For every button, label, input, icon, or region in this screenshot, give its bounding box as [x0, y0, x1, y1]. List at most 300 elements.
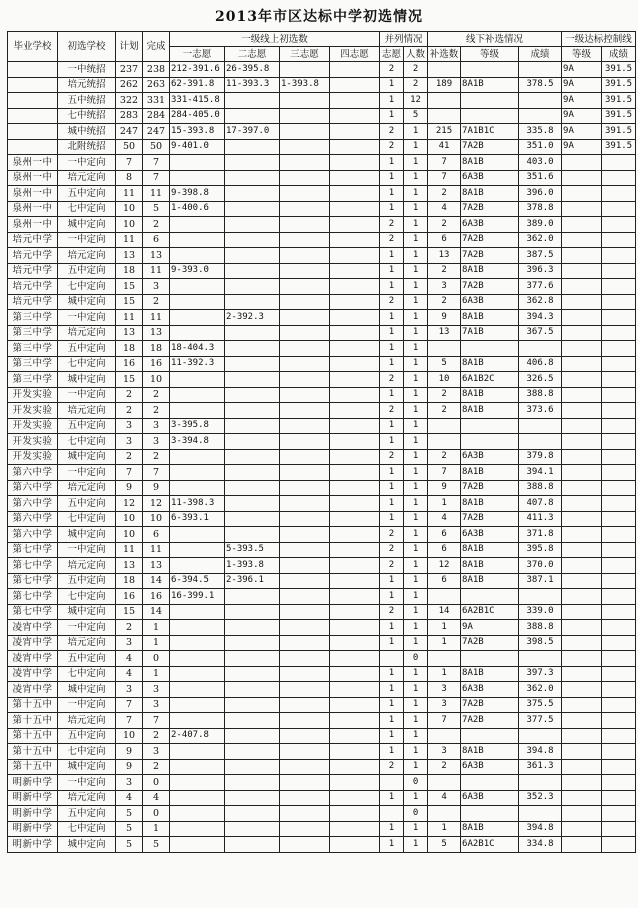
cell-wish4: [330, 294, 380, 310]
cell-plan: 10: [116, 217, 143, 233]
col-supp-count-header: 补选数: [428, 47, 461, 62]
cell-done: 2: [143, 449, 170, 465]
cell-tie-count: 1: [404, 201, 428, 217]
cell-wish1: 11-392.3: [170, 356, 225, 372]
cell-wish4: [330, 170, 380, 186]
cell-done: 3: [143, 434, 170, 450]
cell-supp-score: 362.0: [519, 682, 562, 698]
cell-ctrl-score: [602, 248, 636, 264]
table-row: [8, 108, 636, 124]
cell-done: 16: [143, 589, 170, 605]
cell-tie-count: 1: [404, 217, 428, 233]
cell-supp-score: [519, 728, 562, 744]
cell-school: 第三中学: [8, 372, 58, 388]
cell-tie-count: 1: [404, 821, 428, 837]
cell-supp-count: 9: [428, 480, 461, 496]
cell-school: 培元中学: [8, 294, 58, 310]
cell-wish1: [170, 403, 225, 419]
cell-wish2: [225, 356, 280, 372]
cell-tie-count: 1: [404, 542, 428, 558]
cell-plan: 4: [116, 651, 143, 667]
cell-ctrl-grade: 9A: [562, 93, 602, 109]
cell-ctrl-score: [602, 449, 636, 465]
cell-tie-wish: 1: [380, 108, 404, 124]
cell-tie-count: 1: [404, 744, 428, 760]
cell-initial-school: 五中定向: [58, 806, 116, 822]
cell-ctrl-grade: [562, 744, 602, 760]
cell-initial-school: 城中定向: [58, 449, 116, 465]
cell-supp-score: 361.3: [519, 759, 562, 775]
cell-wish4: [330, 186, 380, 202]
cell-supp-count: [428, 651, 461, 667]
cell-ctrl-score: [602, 790, 636, 806]
cell-wish3: [280, 666, 330, 682]
cell-ctrl-grade: [562, 775, 602, 791]
cell-ctrl-score: [602, 170, 636, 186]
cell-wish3: [280, 310, 330, 326]
cell-ctrl-score: [602, 806, 636, 822]
cell-ctrl-score: [602, 310, 636, 326]
cell-wish1: 6-393.1: [170, 511, 225, 527]
cell-supp-score: [519, 341, 562, 357]
cell-wish3: [280, 418, 330, 434]
cell-ctrl-score: 391.5: [602, 124, 636, 140]
cell-wish4: [330, 62, 380, 78]
cell-tie-wish: 1: [380, 170, 404, 186]
cell-done: 2: [143, 294, 170, 310]
cell-plan: 237: [116, 62, 143, 78]
cell-plan: 15: [116, 604, 143, 620]
cell-tie-count: 2: [404, 77, 428, 93]
table-row: [8, 186, 636, 202]
cell-ctrl-score: [602, 372, 636, 388]
cell-supp-score: 394.8: [519, 821, 562, 837]
cell-wish2: [225, 449, 280, 465]
cell-supp-count: 7: [428, 155, 461, 171]
cell-tie-count: 1: [404, 620, 428, 636]
cell-wish4: [330, 325, 380, 341]
cell-supp-count: 12: [428, 558, 461, 574]
cell-wish1: [170, 325, 225, 341]
cell-wish1: [170, 635, 225, 651]
cell-wish4: [330, 480, 380, 496]
cell-supp-score: 387.1: [519, 573, 562, 589]
col-supp-grade-header: 等级: [461, 47, 519, 62]
cell-wish3: [280, 170, 330, 186]
cell-tie-wish: 1: [380, 837, 404, 853]
cell-tie-wish: 2: [380, 449, 404, 465]
cell-plan: 10: [116, 511, 143, 527]
cell-wish1: [170, 310, 225, 326]
col-supp-score-header: 成绩: [519, 47, 562, 62]
cell-ctrl-score: [602, 155, 636, 171]
cell-ctrl-score: [602, 837, 636, 853]
cell-tie-wish: 1: [380, 635, 404, 651]
table-row: [8, 449, 636, 465]
cell-wish2: [225, 775, 280, 791]
cell-plan: 4: [116, 790, 143, 806]
cell-supp-grade: 7A2B: [461, 635, 519, 651]
cell-wish4: [330, 124, 380, 140]
cell-done: 2: [143, 728, 170, 744]
cell-supp-grade: 8A1B: [461, 77, 519, 93]
table-row: [8, 775, 636, 791]
table-row: [8, 511, 636, 527]
cell-supp-grade: 8A1B: [461, 263, 519, 279]
cell-plan: 13: [116, 558, 143, 574]
cell-tie-count: 1: [404, 604, 428, 620]
cell-wish3: [280, 387, 330, 403]
cell-supp-grade: 8A1B: [461, 465, 519, 481]
cell-wish2: [225, 465, 280, 481]
cell-plan: 247: [116, 124, 143, 140]
table-row: [8, 465, 636, 481]
cell-supp-count: 2: [428, 294, 461, 310]
cell-wish4: [330, 744, 380, 760]
table-row: [8, 325, 636, 341]
cell-ctrl-score: [602, 496, 636, 512]
cell-wish4: [330, 666, 380, 682]
table-row: [8, 558, 636, 574]
cell-wish2: [225, 713, 280, 729]
cell-wish1: 18-404.3: [170, 341, 225, 357]
cell-initial-school: 一中定向: [58, 387, 116, 403]
col-plan-header: 计划: [116, 32, 143, 62]
cell-tie-count: 1: [404, 325, 428, 341]
cell-wish4: [330, 604, 380, 620]
cell-done: 6: [143, 232, 170, 248]
col-tie-wish-header: 志愿: [380, 47, 404, 62]
cell-wish3: [280, 124, 330, 140]
cell-wish1: [170, 217, 225, 233]
cell-school: 凌宵中学: [8, 635, 58, 651]
cell-wish1: [170, 232, 225, 248]
cell-wish3: [280, 263, 330, 279]
cell-supp-grade: [461, 651, 519, 667]
cell-wish3: [280, 341, 330, 357]
cell-wish3: 1-393.8: [280, 77, 330, 93]
table-row: [8, 496, 636, 512]
cell-tie-count: 1: [404, 387, 428, 403]
cell-supp-count: 2: [428, 403, 461, 419]
cell-wish2: 26-395.8: [225, 62, 280, 78]
cell-ctrl-grade: [562, 217, 602, 233]
header-row-1: [8, 32, 636, 47]
cell-wish1: [170, 682, 225, 698]
cell-supp-score: 387.5: [519, 248, 562, 264]
cell-wish2: 2-392.3: [225, 310, 280, 326]
cell-plan: 3: [116, 434, 143, 450]
cell-tie-wish: 1: [380, 511, 404, 527]
table-row: [8, 790, 636, 806]
cell-ctrl-grade: [562, 837, 602, 853]
cell-wish1: [170, 480, 225, 496]
cell-plan: 5: [116, 821, 143, 837]
cell-supp-count: 4: [428, 511, 461, 527]
cell-initial-school: 培元定向: [58, 790, 116, 806]
cell-wish1: [170, 713, 225, 729]
cell-supp-score: [519, 775, 562, 791]
table-row: [8, 155, 636, 171]
cell-school: 第十五中: [8, 697, 58, 713]
table-row: [8, 434, 636, 450]
cell-wish2: [225, 790, 280, 806]
cell-done: 2: [143, 387, 170, 403]
col-ctrl-grade-header: 等级: [562, 47, 602, 62]
cell-initial-school: 七中定向: [58, 744, 116, 760]
cell-supp-score: 388.8: [519, 620, 562, 636]
cell-ctrl-score: [602, 713, 636, 729]
table-row: [8, 821, 636, 837]
cell-wish3: [280, 356, 330, 372]
cell-wish2: [225, 480, 280, 496]
cell-supp-score: 362.0: [519, 232, 562, 248]
cell-wish2: 11-393.3: [225, 77, 280, 93]
cell-initial-school: 培元定向: [58, 635, 116, 651]
cell-tie-wish: 2: [380, 759, 404, 775]
cell-plan: 9: [116, 744, 143, 760]
cell-tie-wish: 1: [380, 186, 404, 202]
table-row: [8, 279, 636, 295]
cell-wish1: [170, 759, 225, 775]
cell-tie-count: 0: [404, 806, 428, 822]
cell-supp-score: 406.8: [519, 356, 562, 372]
cell-done: 7: [143, 713, 170, 729]
cell-wish2: [225, 232, 280, 248]
cell-tie-count: 1: [404, 232, 428, 248]
cell-wish1: [170, 806, 225, 822]
cell-initial-school: 五中定向: [58, 263, 116, 279]
cell-tie-wish: 1: [380, 263, 404, 279]
cell-plan: 16: [116, 589, 143, 605]
cell-plan: 322: [116, 93, 143, 109]
col-wish1-header: 一志愿: [170, 47, 225, 62]
cell-tie-count: 1: [404, 310, 428, 326]
cell-wish1: [170, 666, 225, 682]
cell-wish1: 3-395.8: [170, 418, 225, 434]
cell-done: 284: [143, 108, 170, 124]
cell-supp-score: 339.0: [519, 604, 562, 620]
cell-tie-count: 1: [404, 527, 428, 543]
cell-school: [8, 108, 58, 124]
cell-supp-grade: 8A1B: [461, 542, 519, 558]
col-wish2-header: 二志愿: [225, 47, 280, 62]
cell-tie-count: 1: [404, 511, 428, 527]
cell-plan: 18: [116, 263, 143, 279]
cell-tie-count: 1: [404, 356, 428, 372]
cell-initial-school: 培元定向: [58, 713, 116, 729]
cell-plan: 10: [116, 728, 143, 744]
cell-tie-wish: 1: [380, 434, 404, 450]
table-row: [8, 403, 636, 419]
cell-wish4: [330, 279, 380, 295]
cell-supp-score: 352.3: [519, 790, 562, 806]
cell-ctrl-score: [602, 651, 636, 667]
table-row: [8, 201, 636, 217]
cell-school: 凌宵中学: [8, 682, 58, 698]
cell-supp-count: 189: [428, 77, 461, 93]
cell-initial-school: 城中定向: [58, 682, 116, 698]
document-title: 2013年市区达标中学初选情况: [215, 9, 423, 25]
group-line-above-header: 一级线上初选数: [170, 32, 380, 47]
cell-wish3: [280, 682, 330, 698]
cell-wish4: [330, 310, 380, 326]
cell-tie-count: 1: [404, 186, 428, 202]
cell-supp-count: [428, 806, 461, 822]
cell-supp-score: 377.6: [519, 279, 562, 295]
cell-wish3: [280, 604, 330, 620]
table-row: [8, 635, 636, 651]
cell-supp-score: [519, 589, 562, 605]
cell-tie-wish: 1: [380, 77, 404, 93]
cell-tie-wish: 1: [380, 310, 404, 326]
cell-initial-school: 一中定向: [58, 697, 116, 713]
col-wish3-header: 三志愿: [280, 47, 330, 62]
cell-wish4: [330, 403, 380, 419]
cell-school: 培元中学: [8, 279, 58, 295]
cell-supp-score: 351.6: [519, 170, 562, 186]
cell-tie-wish: 1: [380, 821, 404, 837]
cell-plan: 7: [116, 155, 143, 171]
cell-ctrl-score: [602, 279, 636, 295]
cell-supp-score: [519, 62, 562, 78]
cell-supp-grade: 8A1B: [461, 558, 519, 574]
cell-plan: 3: [116, 635, 143, 651]
cell-tie-wish: 1: [380, 356, 404, 372]
cell-wish3: [280, 372, 330, 388]
cell-wish2: [225, 279, 280, 295]
cell-supp-score: 351.0: [519, 139, 562, 155]
cell-initial-school: 七中定向: [58, 434, 116, 450]
cell-ctrl-grade: [562, 356, 602, 372]
cell-tie-count: 1: [404, 573, 428, 589]
cell-initial-school: 七中定向: [58, 356, 116, 372]
cell-wish1: 9-393.0: [170, 263, 225, 279]
cell-wish4: [330, 263, 380, 279]
cell-tie-count: 1: [404, 759, 428, 775]
cell-done: 1: [143, 635, 170, 651]
cell-wish3: [280, 248, 330, 264]
cell-wish3: [280, 93, 330, 109]
cell-initial-school: 一中定向: [58, 155, 116, 171]
cell-ctrl-grade: 9A: [562, 124, 602, 140]
cell-wish2: [225, 418, 280, 434]
cell-plan: 11: [116, 310, 143, 326]
cell-supp-grade: 7A2B: [461, 248, 519, 264]
cell-school: 开发实验: [8, 434, 58, 450]
cell-done: 2: [143, 759, 170, 775]
cell-supp-count: 6: [428, 527, 461, 543]
cell-ctrl-score: [602, 511, 636, 527]
cell-supp-grade: [461, 62, 519, 78]
cell-tie-wish: 2: [380, 217, 404, 233]
cell-plan: 2: [116, 449, 143, 465]
cell-plan: 5: [116, 837, 143, 853]
cell-school: 开发实验: [8, 403, 58, 419]
cell-tie-count: 1: [404, 589, 428, 605]
cell-school: 开发实验: [8, 418, 58, 434]
table-row: [8, 728, 636, 744]
cell-ctrl-grade: [562, 263, 602, 279]
cell-tie-count: 1: [404, 124, 428, 140]
cell-plan: 9: [116, 480, 143, 496]
cell-done: 7: [143, 170, 170, 186]
cell-ctrl-grade: [562, 542, 602, 558]
cell-supp-score: [519, 651, 562, 667]
cell-initial-school: 五中定向: [58, 573, 116, 589]
cell-wish1: [170, 821, 225, 837]
cell-initial-school: 培元统招: [58, 77, 116, 93]
cell-school: 第七中学: [8, 573, 58, 589]
cell-wish3: [280, 201, 330, 217]
cell-tie-wish: [380, 775, 404, 791]
group-below-header: 线下补选情况: [428, 32, 562, 47]
cell-wish3: [280, 403, 330, 419]
cell-initial-school: 北附统招: [58, 139, 116, 155]
cell-tie-wish: 1: [380, 93, 404, 109]
cell-ctrl-score: [602, 620, 636, 636]
cell-initial-school: 一中定向: [58, 310, 116, 326]
cell-tie-count: 5: [404, 108, 428, 124]
cell-supp-count: 6: [428, 542, 461, 558]
cell-ctrl-score: [602, 480, 636, 496]
cell-supp-score: 379.8: [519, 449, 562, 465]
cell-tie-wish: 1: [380, 418, 404, 434]
cell-wish1: 212-391.6: [170, 62, 225, 78]
cell-wish1: [170, 527, 225, 543]
cell-tie-wish: 2: [380, 542, 404, 558]
cell-tie-count: 1: [404, 294, 428, 310]
table-row: [8, 341, 636, 357]
cell-tie-count: 1: [404, 449, 428, 465]
cell-supp-grade: 7A1B: [461, 325, 519, 341]
cell-initial-school: 城中定向: [58, 294, 116, 310]
cell-supp-score: 394.1: [519, 465, 562, 481]
cell-wish4: [330, 806, 380, 822]
cell-initial-school: 一中定向: [58, 775, 116, 791]
cell-ctrl-grade: [562, 821, 602, 837]
cell-tie-count: 1: [404, 248, 428, 264]
cell-supp-score: 388.8: [519, 387, 562, 403]
cell-wish3: [280, 294, 330, 310]
cell-wish2: [225, 387, 280, 403]
cell-plan: 3: [116, 418, 143, 434]
cell-plan: 11: [116, 186, 143, 202]
cell-school: 泉州一中: [8, 201, 58, 217]
cell-ctrl-score: 391.5: [602, 108, 636, 124]
cell-wish4: [330, 434, 380, 450]
cell-initial-school: 培元定向: [58, 325, 116, 341]
cell-plan: 18: [116, 573, 143, 589]
cell-ctrl-score: 391.5: [602, 77, 636, 93]
cell-ctrl-grade: [562, 201, 602, 217]
cell-wish3: [280, 790, 330, 806]
cell-school: 泉州一中: [8, 170, 58, 186]
col-initial-school-header: 初选学校: [58, 32, 116, 62]
cell-initial-school: 城中定向: [58, 759, 116, 775]
table-row: [8, 139, 636, 155]
cell-tie-wish: 1: [380, 496, 404, 512]
cell-done: 1: [143, 620, 170, 636]
cell-supp-grade: 6A3B: [461, 449, 519, 465]
cell-tie-count: 1: [404, 403, 428, 419]
table-row: [8, 356, 636, 372]
cell-wish1: 9-398.8: [170, 186, 225, 202]
cell-supp-count: 4: [428, 201, 461, 217]
cell-school: 第三中学: [8, 356, 58, 372]
cell-wish1: [170, 775, 225, 791]
cell-wish4: [330, 139, 380, 155]
